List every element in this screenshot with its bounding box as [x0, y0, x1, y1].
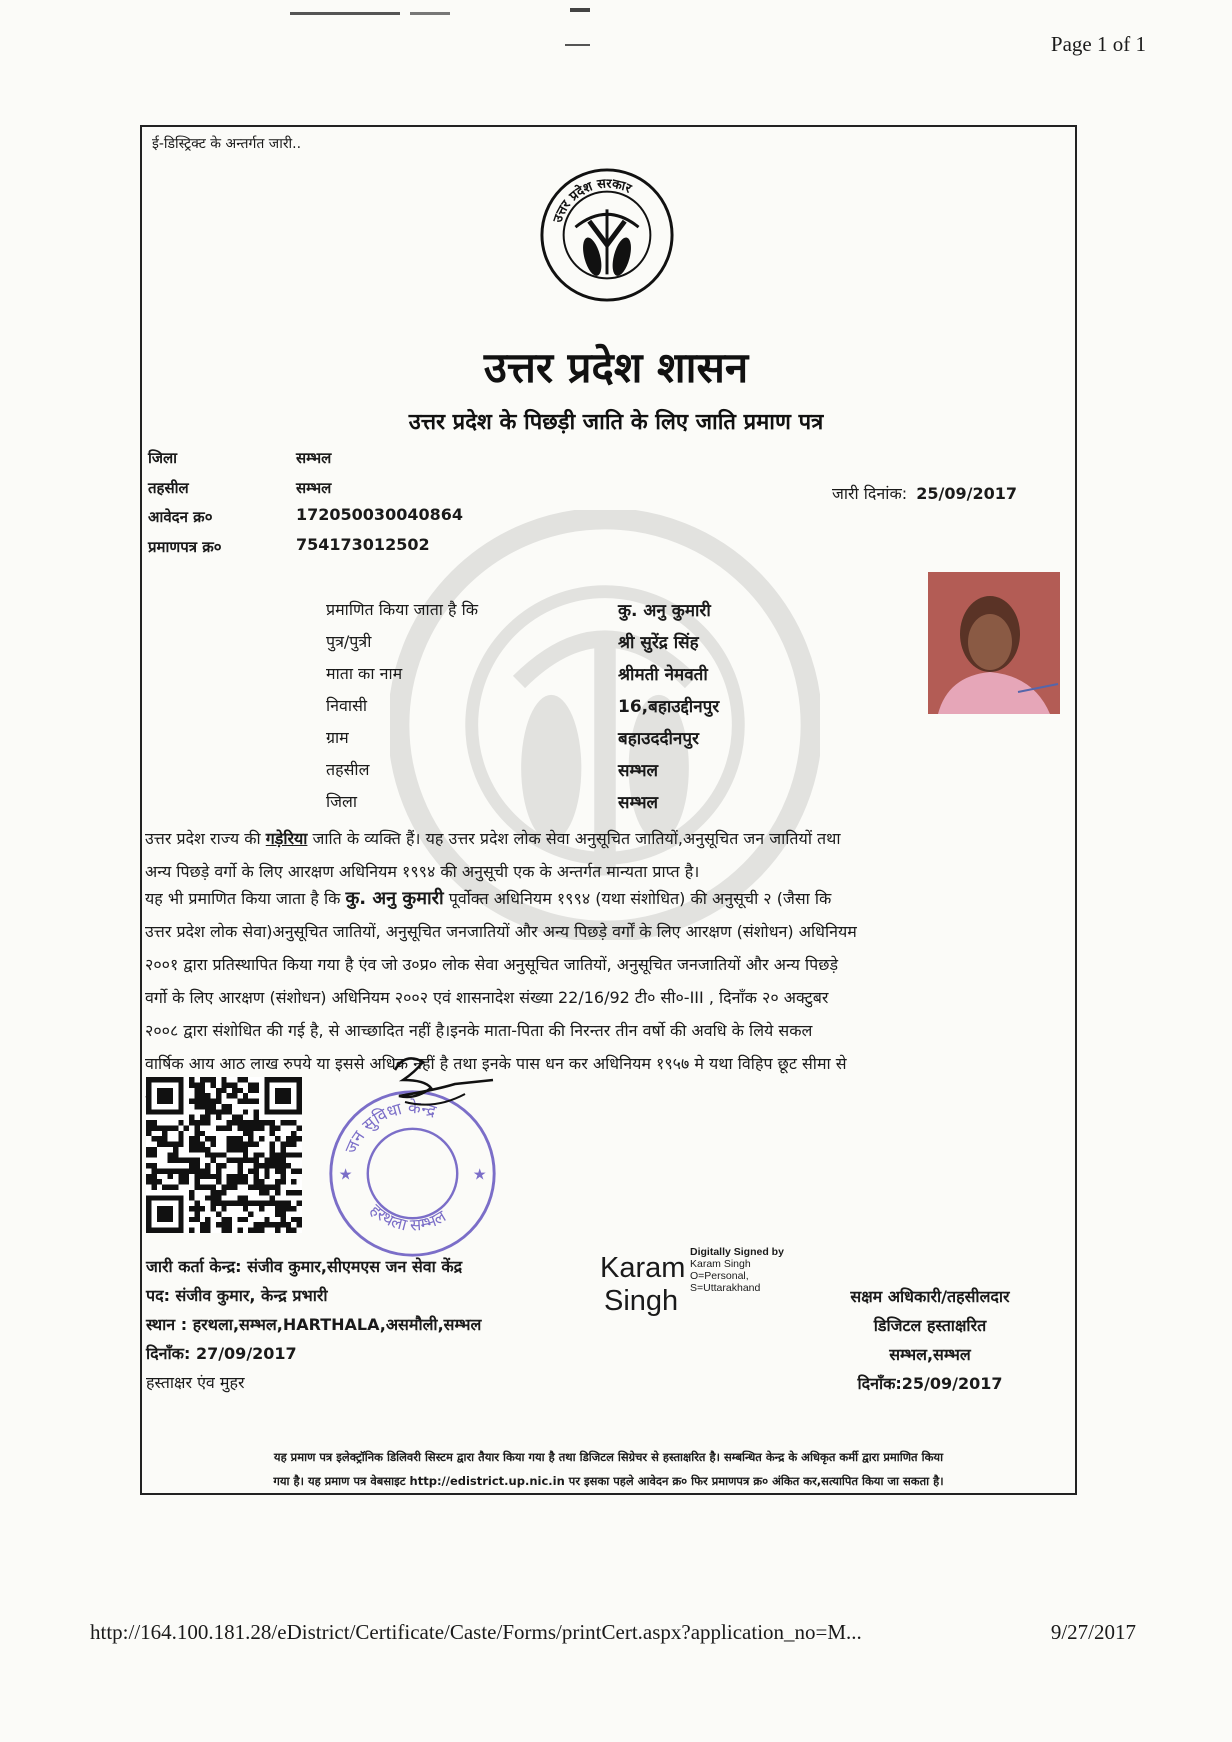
signature-detail: Karam Singh — [690, 1258, 751, 1270]
issuer-date — [146, 1339, 481, 1368]
para-text: पूर्वोक्त अधिनियम १९९४ (यथा संशोधित) की अनुसूची २ (जैसा कि — [443, 889, 832, 908]
detail-value: श्रीमती नेमवती — [618, 665, 708, 685]
detail-value: सम्भल — [618, 793, 659, 813]
seal-top-text: जन सुविधा केन्द्र — [341, 1098, 439, 1157]
tehsil-value: सम्भल — [296, 479, 332, 497]
applicant-name-inline: कु. अनु कुमारी — [345, 888, 444, 909]
page-number: Page 1 of 1 — [1050, 32, 1146, 56]
officer-block — [810, 1282, 1050, 1398]
print-url: http://164.100.181.28/eDistrict/Certificate/Caste/Forms/printCert.aspx?application_no=M... — [90, 1620, 862, 1644]
paragraph-line: वर्गो के लिए आरक्षण (संशोधन) अधिनियम २००२ एवं शासनादेश संख्या 22/16/92 टी० सी०-III , दिनाँक २० अक्टुबर — [145, 988, 829, 1007]
issue-date-label: जारी दिनांक: — [832, 484, 908, 503]
signature-detail: O=Personal, — [690, 1270, 749, 1282]
issue-date-value: 25/09/2017 — [916, 484, 1017, 503]
detail-value: बहाउददीनपुर — [618, 729, 699, 749]
issue-date — [832, 482, 1017, 504]
svg-text:हरथला सम्भल — [366, 1200, 450, 1234]
district-label: जिला — [148, 449, 178, 467]
certificate-subtitle: उत्तर प्रदेश के पिछड़ी जाति के लिए जाति प्रमाण पत्र — [408, 410, 824, 435]
para-text: यह भी प्रमाणित किया जाता है कि — [145, 889, 346, 908]
signer-name — [600, 1252, 685, 1318]
caste-name: गड़ेरिया — [265, 829, 308, 848]
detail-value: 16,बहाउद्दीनपुर — [618, 697, 720, 717]
signature-detail: S=Uttarakhand — [690, 1282, 761, 1294]
issuer-date-label: दिनाँक: — [146, 1344, 191, 1363]
para-text: जाति के व्यक्ति हैं। यह उत्तर प्रदेश लोक सेवा अनुसूचित जातियों,अनुसूचित जन जातियों तथा — [307, 829, 841, 848]
print-date: 9/27/2017 — [1050, 1620, 1136, 1644]
up-government-emblem — [538, 166, 676, 304]
qr-code — [146, 1077, 302, 1233]
handwritten-signature — [375, 1050, 500, 1120]
detail-value: कु. अनु कुमारी — [618, 601, 711, 621]
svg-text:★: ★ — [472, 1165, 487, 1184]
paragraph-line: २००८ द्वारा संशोधित की गई है, से आच्छादित नहीं है।इनके माता-पिता की निरन्तर तीन वर्षो की अवधि के लिये सकल — [145, 1021, 813, 1040]
note-line: गया है। यह प्रमाण पत्र वेबसाइट http://edistrict.up.nic.in पर इसका पहले आवेदन क्र० फिर प्रमाणपत्र क्र० अंकित कर,सत्यापित किया जा सकता है। — [273, 1474, 944, 1488]
para-text: उत्तर प्रदेश राज्य की — [145, 829, 266, 848]
signature-details — [690, 1246, 784, 1294]
officer-place: सम्भल,सम्भल — [889, 1345, 971, 1364]
detail-label: निवासी — [326, 696, 368, 715]
paragraph-line: वार्षिक आय आठ लाख रुपये या इससे अधिक नहीं है तथा इनके पास धन कर अधिनियम १९५७ मे यथा विहिप छूट सीमा से — [145, 1054, 847, 1073]
caste-paragraph — [145, 822, 1065, 888]
note-line: यह प्रमाण पत्र इलेक्ट्रॉनिक डिलिवरी सिस्टम द्वारा तैयार किया गया है तथा डिजिटल सिग्रेचर से हस्ताक्षरित है। सम्बन्धित केन्द्र के अधिकृत कर्मी द्वारा प्रमाणित किया — [273, 1450, 944, 1464]
issuer-place: स्थान : हरथला,सम्भल,HARTHALA,असमौली,सम्भल — [146, 1315, 482, 1334]
detail-label: ग्राम — [326, 728, 349, 747]
officer-title: सक्षम अधिकारी/तहसीलदार — [850, 1287, 1010, 1306]
emblem-text: उत्तर प्रदेश सरकार — [550, 176, 634, 225]
detail-label: माता का नाम — [326, 664, 403, 683]
officer-digital: डिजिटल हस्ताक्षरित — [873, 1316, 987, 1335]
signature-detail: Digitally Signed by — [690, 1246, 784, 1258]
scan-marks — [290, 6, 590, 46]
officer-date: दिनाँक:25/09/2017 — [857, 1374, 1003, 1393]
district-value: सम्भल — [296, 449, 332, 467]
detail-value: श्री सुरेंद्र सिंह — [618, 633, 699, 653]
applicant-photo — [928, 572, 1060, 714]
certificate-no-value: 754173012502 — [296, 535, 430, 554]
application-label: आवेदन क्र० — [148, 508, 213, 526]
detail-label: तहसील — [326, 760, 370, 779]
certificate-title: उत्तर प्रदेश शासन — [483, 343, 749, 392]
seal-bottom-text: हरथला सम्भल — [366, 1200, 450, 1235]
certificate-no-label: प्रमाणपत्र क्र० — [148, 538, 222, 556]
detail-value: सम्भल — [618, 761, 659, 781]
issuer-date-value: 27/09/2017 — [195, 1344, 297, 1363]
svg-text:★: ★ — [338, 1165, 353, 1184]
issuer-post: पद: संजीव कुमार, केन्द्र प्रभारी — [146, 1286, 328, 1305]
paragraph-line: उत्तर प्रदेश लोक सेवा)अनुसूचित जातियों, अनुसूचित जनजातियों और अन्य पिछड़े वर्गों के लिए आरक्षण (संशोधन) अधिनियम — [145, 922, 857, 941]
issuer-center: जारी कर्ता केन्द्र: संजीव कुमार,सीएमएस जन सेवा केंद्र — [146, 1257, 463, 1276]
paragraph-line — [145, 882, 1065, 915]
paragraph-line: २००१ द्वारा प्रतिस्थापित किया गया है एंव जो उ०प्र० लोक सेवा अनुसूचित जातियों, अनुसूचित जनजातियों और अन्य पिछड़े — [145, 955, 839, 974]
tehsil-label: तहसील — [148, 479, 189, 497]
detail-label: पुत्र/पुत्री — [326, 632, 372, 651]
paragraph-line — [145, 822, 1065, 855]
signer-name-line: Singh — [604, 1285, 679, 1317]
verification-note — [146, 1445, 1071, 1493]
signer-name-line: Karam — [600, 1252, 686, 1284]
paragraph-line: अन्य पिछड़े वर्गो के लिए आरक्षण अधिनियम १९९४ की अनुसूची एक के अन्तर्गत मान्यता प्राप्त है। — [145, 862, 700, 881]
detail-label: प्रमाणित किया जाता है कि — [326, 600, 479, 619]
issuer-sign-note: हस्ताक्षर एंव मुहर — [146, 1373, 245, 1392]
detail-label: जिला — [326, 792, 358, 811]
application-value: 172050030040864 — [296, 505, 463, 524]
issuer-block — [146, 1252, 481, 1397]
issued-under-text: ई-डिस्ट्रिक्ट के अन्तर्गत जारी.. — [152, 136, 302, 152]
